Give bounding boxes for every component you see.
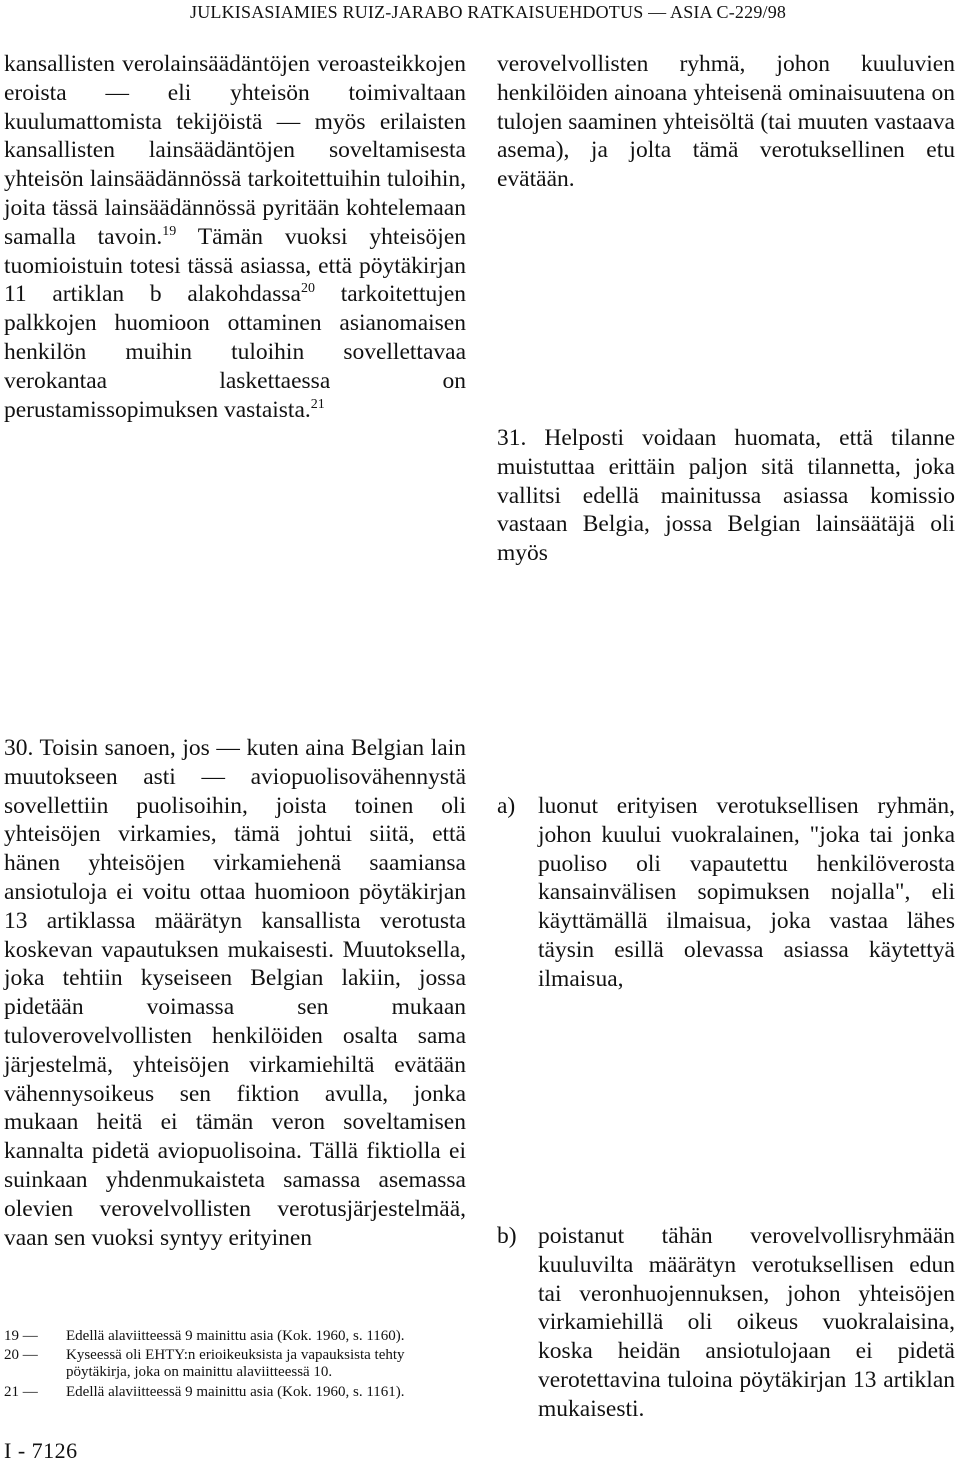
- footnote-ref-19[interactable]: 19: [162, 223, 177, 239]
- list-text: luonut erityisen verotuksellisen ryhmän, johon kuului vuokralainen, "joka tai jonka puoliso oli vapautettu henkilöverosta kansainvälisen sopimuksen nojalla", eli käyttämällä ilmaisua, joka vastaa lähes täysin esillä olevassa asiassa käytettyä ilmaisua,: [538, 793, 955, 992]
- list-item-b: [497, 1222, 955, 1424]
- footnote-number: 19 —: [4, 1328, 38, 1344]
- left-column-bottom: [4, 734, 466, 1252]
- paragraph-30: 30. Toisin sanoen, jos — kuten aina Belgian lain muutokseen asti — aviopuolisovähennystä sovellettiin puolisoihin, joista toinen oli yhteisöjen virkamies, tämä johtui siitä, että hänen yhteisöjen virkamiehenä saamiansa ansiotuloja ei voitu ottaa huomioon pöytäkirjan 13 artiklassa määrätyn kansallista verotusta koskevan vapautuksen mukaisesti. Muutoksella, joka tehtiin kyseiseen Belgian lakiin, jossa pidetään voimassa sen mukaan tuloverovelvollisten henkilöiden osalta sama järjestelmä, yhteisöjen virkamiehiltä evätään vähennysoikeus sen fiktion avulla, jonka mukaan heitä ei tämän veron soveltamisen kannalta pidetä aviopuolisoina. Tällä fiktiolla ei suinkaan yhdenmukaisteta samassa asemassa olevien verovelvollisten verotusjärjestelmää, vaan sen vuoksi syntyy erityinen: [4, 735, 466, 1251]
- paragraph-30-continuation: verovelvollisten ryhmä, johon kuuluvien henkilöiden ainoana yhteisenä ominaisuutena on tulojen saaminen yhteisöltä (tai muuten vastaava asema), ja jolta tämä verotuksellinen etu evätään.: [497, 51, 955, 193]
- page-number: I - 7126: [4, 1438, 78, 1463]
- footnote-text: Edellä alaviitteessä 9 mainittu asia (Kok. 1960, s. 1161).: [66, 1383, 405, 1400]
- right-column-middle: [497, 424, 955, 568]
- right-column-top: [497, 50, 955, 194]
- text-segment: kansallisten verolainsäädäntöjen veroasteikkojen eroista — eli yhteisön toimivaltaan kuulumattomista tekijöistä — myös erilaisten kansallisten lainsäädäntöjen soveltamisesta yhteisön lainsäädännössä tarkoitettuihin tuloihin, joita tässä lainsäädännössä pyritään kohtelemaan samalla tavoin.: [4, 51, 466, 250]
- footnote-ref-20[interactable]: 20: [300, 281, 315, 297]
- footnote-20: [4, 1347, 466, 1381]
- left-column-top: [4, 50, 466, 424]
- footnotes: [4, 1328, 466, 1403]
- footnote-text: Edellä alaviitteessä 9 mainittu asia (Kok. 1960, s. 1160).: [66, 1328, 405, 1344]
- list-item-a: [497, 792, 955, 994]
- footnote-ref-21[interactable]: 21: [310, 396, 325, 412]
- footnote-21: [4, 1384, 466, 1401]
- paragraph-29-continuation: [4, 50, 466, 424]
- list-label: a): [497, 793, 516, 819]
- paragraph-31: 31. Helposti voidaan huomata, että tilanne muistuttaa erittäin paljon sitä tilannetta, joka vallitsi edellä mainitussa asiassa komissio vastaan Belgia, jossa Belgian lainsäätäjä oli myös: [497, 425, 955, 567]
- footnote-number: 21 —: [4, 1383, 38, 1400]
- text-segment: Tämän vuoksi yhteisöjen tuomioistuin totesi tässä asiassa, että pöytäkirjan 11 artiklan b alakohdassa: [4, 223, 467, 308]
- footnote-number: 20 —: [4, 1347, 38, 1364]
- footnote-19: [4, 1328, 466, 1345]
- footnote-text-continuation: pöytäkirja, joka on mainittu alaviitteessä 10.: [66, 1364, 333, 1381]
- list-label: b): [497, 1223, 517, 1249]
- running-header: JULKISASIAMIES RUIZ-JARABO RATKAISUEHDOTUS — ASIA C-229/98: [190, 2, 787, 22]
- footnote-text: Kyseessä oli EHTY:n erioikeuksista ja vapauksista tehty: [66, 1347, 405, 1364]
- text-segment: tarkoitettujen palkkojen huomioon ottaminen asianomaisen henkilön muihin tuloihin sovellettavaa verokantaa laskettaessa on perustamissopimuksen vastaista.: [4, 281, 466, 423]
- list-text: poistanut tähän verovelvollisryhmään kuuluvilta määrätyn verotuksellisen edun tai veronhuojennuksen, johon yhteisöjen virkamiehillä oli oikeus vuokralaisina, koska heidän ansiotulojaan ei pidetä verotettavina tuloina pöytäkirjan 13 artiklan mukaisesti.: [538, 1223, 955, 1422]
